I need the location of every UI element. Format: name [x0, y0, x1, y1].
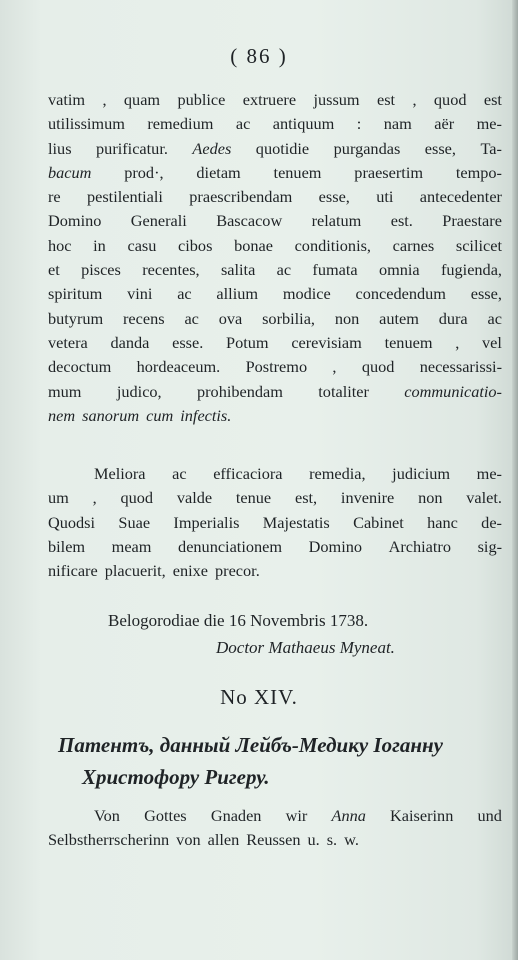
word: re [48, 187, 61, 207]
german-text [48, 804, 502, 852]
word: spiritum [48, 284, 103, 304]
word: ac [235, 114, 251, 134]
word: , [455, 332, 460, 352]
word: w. [344, 830, 359, 849]
word: Ta- [480, 138, 502, 158]
word: esse, [318, 187, 350, 207]
word: Reussen [246, 830, 301, 849]
word: mum [48, 381, 82, 401]
word: est, [294, 488, 318, 508]
word: dietam [196, 162, 241, 182]
word: Quodsi [48, 512, 96, 532]
word: placuerit, [104, 561, 166, 581]
word: quod [433, 90, 467, 109]
word: Meliora [94, 464, 146, 483]
word: nificare [48, 561, 98, 581]
word: relatum [311, 211, 362, 231]
word: vatim [48, 90, 86, 109]
word: aër [434, 114, 455, 134]
text-line [48, 380, 502, 404]
word: prod·, [124, 162, 164, 182]
word: ac [276, 260, 292, 280]
word: quotidie [255, 138, 310, 158]
text-line [48, 511, 502, 535]
date-line: Belogorodiae die 16 Novembris 1738. [108, 611, 369, 630]
word: Potum [226, 332, 269, 352]
word: extruere [242, 90, 297, 109]
word: infectis. [180, 405, 232, 425]
word: publice [177, 90, 226, 109]
text-line [48, 535, 502, 559]
text-line [48, 209, 502, 233]
word: , [102, 90, 107, 109]
text-line [48, 462, 502, 486]
word: tenuem [273, 162, 322, 182]
word: Von [94, 806, 120, 825]
russian-title-line-2: Христофору Ригеру. [82, 765, 270, 789]
word: Gottes [144, 806, 187, 825]
word: esse, [470, 284, 502, 304]
word: vel [482, 332, 502, 352]
text-line [48, 185, 502, 209]
word: s. [326, 830, 338, 849]
word: omnia [378, 260, 420, 280]
word: valet. [466, 488, 502, 508]
text-line [48, 804, 502, 828]
text-line [48, 331, 502, 355]
word: praesertim [354, 162, 424, 182]
word: recens [123, 308, 165, 328]
word: bonae [234, 235, 273, 255]
word: Archiatro [388, 536, 451, 556]
word: fumata [312, 260, 358, 280]
text-line [48, 137, 502, 161]
word: necessarissi- [419, 357, 502, 377]
word: et [48, 260, 60, 280]
word: praescribendam [189, 187, 293, 207]
text-line [48, 258, 502, 282]
word: tenue [235, 488, 272, 508]
word: uti [376, 187, 394, 207]
text-line [48, 307, 502, 331]
word: pestilentiali [86, 187, 163, 207]
word: est [376, 90, 396, 109]
word: sorbilia, [262, 308, 315, 328]
word: quam [123, 90, 161, 109]
text-line [48, 234, 502, 258]
word: me- [476, 114, 502, 134]
word: est [483, 90, 502, 109]
latin-paragraph-2 [48, 462, 502, 583]
word: me- [476, 464, 502, 483]
word: enixe [172, 561, 209, 581]
word: , [412, 90, 417, 109]
word: lius [48, 138, 72, 158]
text-line [48, 828, 502, 852]
word: hoc [48, 235, 72, 255]
word: pisces [81, 260, 121, 280]
word: butyrum [48, 308, 104, 328]
word: scilicet [455, 235, 502, 255]
word: , [92, 488, 97, 508]
word: denunciationem [178, 536, 283, 556]
word: remedium [147, 114, 214, 134]
word: non [334, 308, 360, 328]
text-line [48, 282, 502, 306]
word: antiquum [272, 114, 335, 134]
word: vetera [48, 332, 88, 352]
text-line [48, 355, 502, 379]
word: prohibendam [197, 381, 283, 401]
word: : [356, 114, 362, 134]
word: bilem [48, 536, 86, 556]
page-number: ( 86 ) [230, 44, 288, 68]
word: recentes, [142, 260, 200, 280]
word: Cabinet [353, 512, 404, 532]
word: meam [111, 536, 152, 556]
word: Suae [118, 512, 151, 532]
word: Praestare [442, 211, 502, 231]
word: casu [127, 235, 157, 255]
word: danda [110, 332, 150, 352]
word: autem [379, 308, 419, 328]
russian-title-line-1: Патентъ, данный Лейбъ-Медику Іоганну [58, 733, 443, 757]
word: cerevisiam [291, 332, 362, 352]
word: invenire [340, 488, 395, 508]
word: Bascacow [216, 211, 283, 231]
word: esse, [424, 138, 456, 158]
document-number: No XIV. [220, 685, 298, 709]
signature: Doctor Mathaeus Myneat. [216, 638, 395, 657]
word: vini [127, 284, 153, 304]
word: in [93, 235, 106, 255]
word: est. [390, 211, 413, 231]
text-line [48, 161, 502, 185]
word: Kaiserinn [390, 806, 454, 825]
word: Selbstherrscherinn [48, 830, 170, 849]
word: Imperialis [173, 512, 240, 532]
word: concedendum [355, 284, 446, 304]
word: conditionis, [294, 235, 372, 255]
word: non [418, 488, 443, 508]
text-line [48, 88, 502, 112]
word: u. [307, 830, 320, 849]
word: Domino [308, 536, 362, 556]
word: Domino [48, 211, 102, 231]
word: carnes [392, 235, 435, 255]
word: remedia, [309, 464, 366, 483]
word: jussum [313, 90, 360, 109]
word: utilissimum [48, 114, 125, 134]
text-line [48, 486, 502, 510]
word: Aedes [192, 138, 232, 158]
latin-paragraph-1 [48, 88, 502, 428]
word: cum [146, 405, 174, 425]
word: Generali [130, 211, 187, 231]
word: und [477, 806, 502, 825]
word: quod [120, 488, 154, 508]
word: um [48, 488, 69, 508]
word: hordeaceum. [136, 357, 221, 377]
word: purificatur. [96, 138, 168, 158]
word: bacum [48, 162, 92, 182]
word: ac [487, 308, 502, 328]
word: Postremo [245, 357, 308, 377]
word: hanc [427, 512, 458, 532]
word: fugienda, [440, 260, 502, 280]
word: modice [282, 284, 331, 304]
word: Majestatis [262, 512, 330, 532]
word: judicium [392, 464, 451, 483]
word: sig- [477, 536, 502, 556]
word: ac [177, 284, 192, 304]
word: efficaciora [213, 464, 283, 483]
word: wir [285, 806, 308, 825]
word: ova [218, 308, 243, 328]
word: von [176, 830, 201, 849]
word: sanorum [82, 405, 140, 425]
word: esse. [172, 332, 204, 352]
text-line [48, 404, 502, 428]
word: allen [207, 830, 240, 849]
word: nam [383, 114, 412, 134]
word: tenuem [384, 332, 433, 352]
word: cibos [178, 235, 213, 255]
word: quod [361, 357, 395, 377]
word: totaliter [318, 381, 369, 401]
word: Gnaden [210, 806, 262, 825]
word: purgandas [333, 138, 401, 158]
word: antecedenter [419, 187, 502, 207]
word: allium [216, 284, 259, 304]
page-edge [512, 0, 518, 960]
word: ac [184, 308, 199, 328]
word: decoctum [48, 357, 112, 377]
word: dura [438, 308, 468, 328]
word: judico, [116, 381, 162, 401]
word: precor. [215, 561, 260, 581]
text-line [48, 112, 502, 136]
word: ac [172, 464, 187, 483]
word: valde [176, 488, 213, 508]
word: tempo- [455, 162, 502, 182]
word: , [332, 357, 337, 377]
word: salita [220, 260, 256, 280]
word: de- [481, 512, 502, 532]
word: Anna [331, 806, 366, 825]
word: nem [48, 405, 76, 425]
word: communicatio- [404, 381, 502, 401]
text-line [48, 559, 502, 583]
